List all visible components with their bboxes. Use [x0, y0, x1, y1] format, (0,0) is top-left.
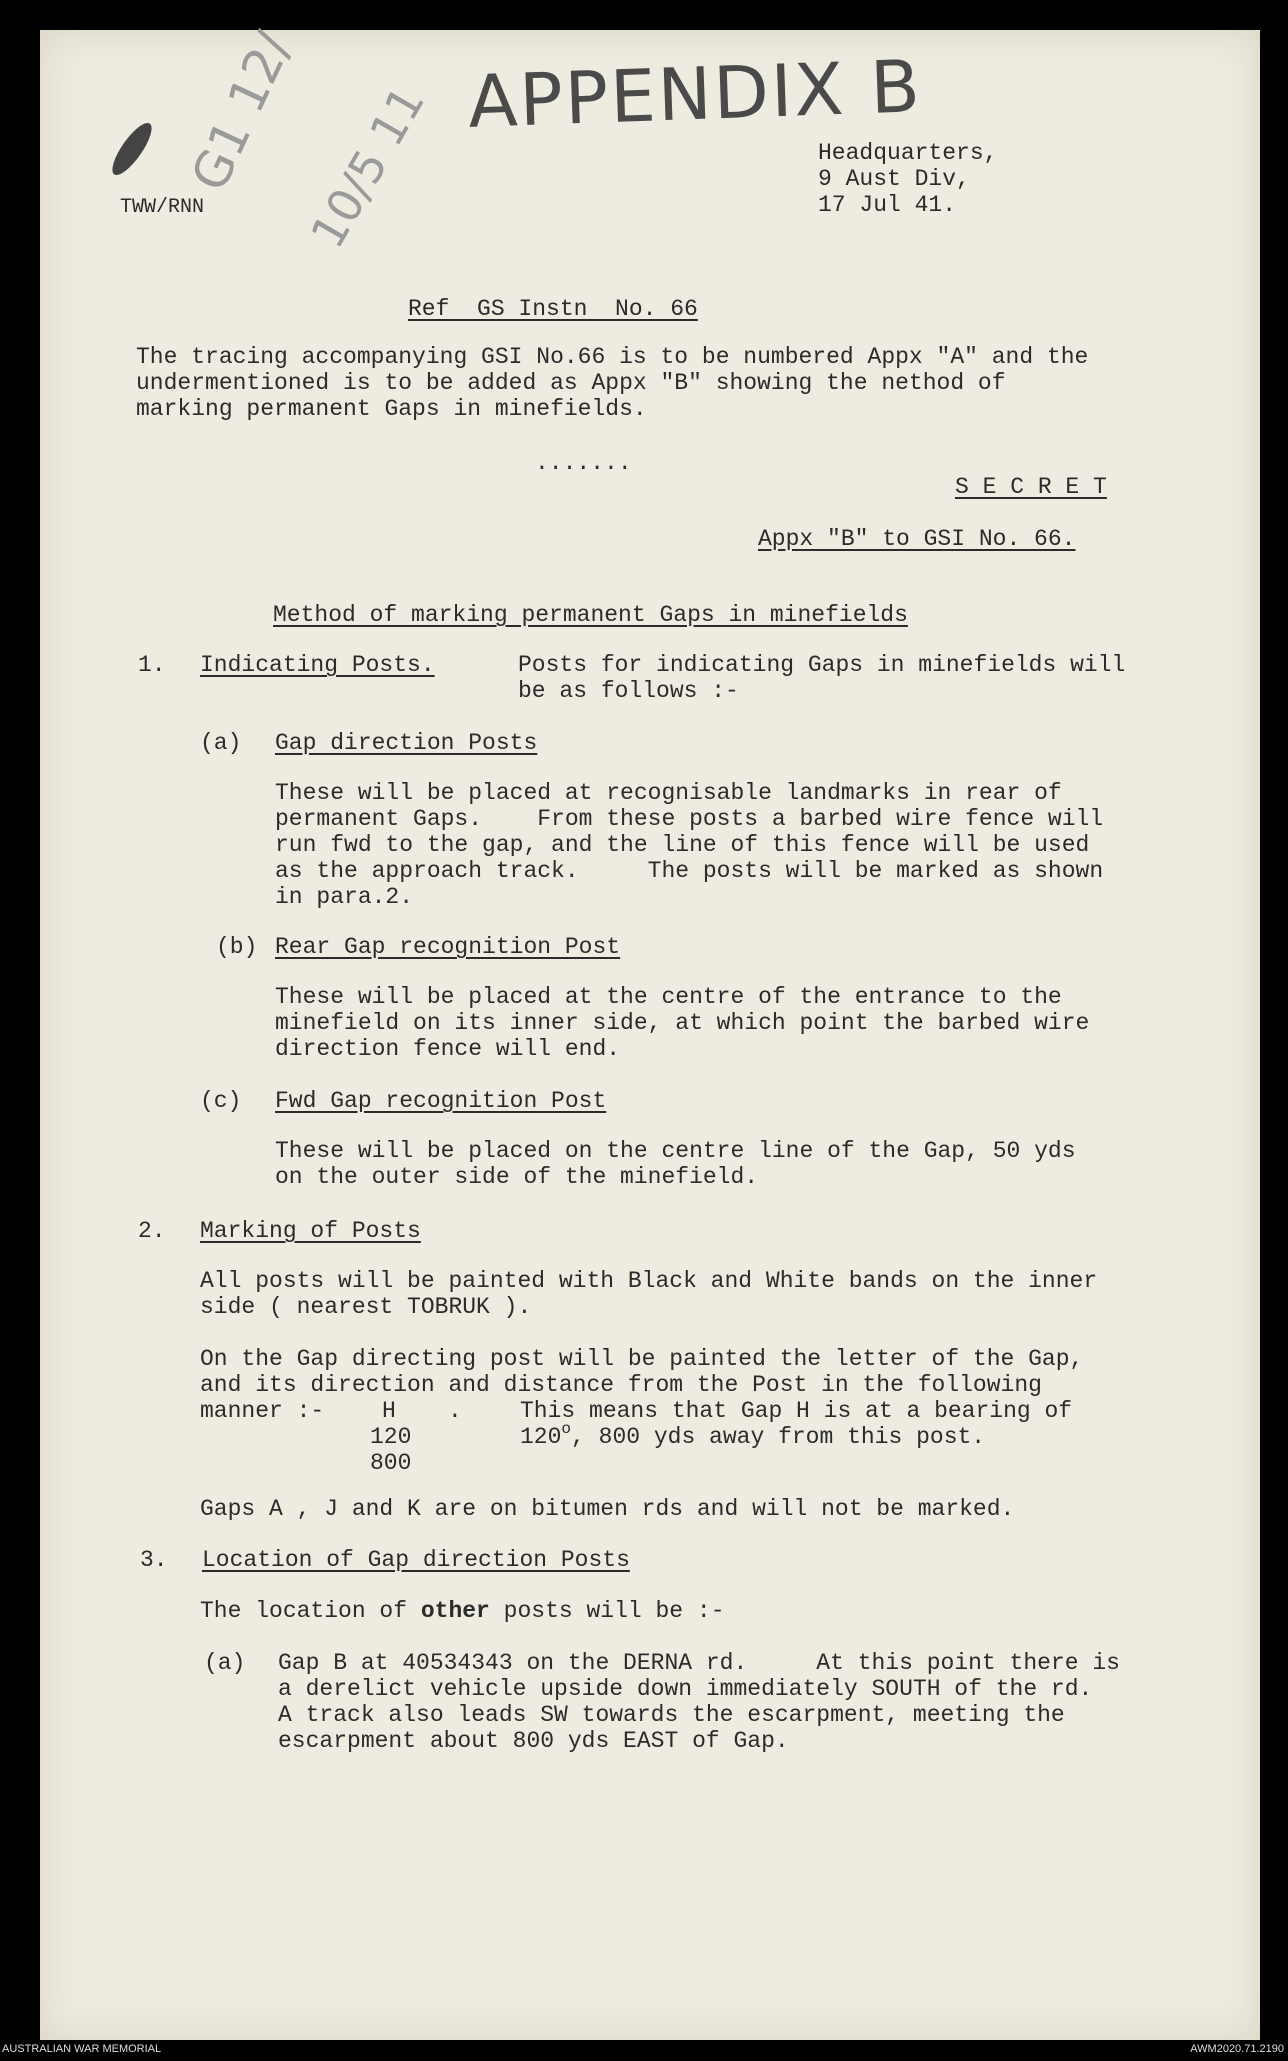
s1a-line-1: These will be placed at recognisable landmarks in rear of	[275, 780, 1062, 806]
s3-intro-post: posts will be :-	[489, 1598, 725, 1624]
section-2-number: 2.	[138, 1218, 166, 1244]
s1c-line-2: on the outer side of the minefield.	[275, 1164, 759, 1190]
address-line-3: 17 Jul 41.	[818, 192, 957, 218]
s3a-line-4: escarpment about 800 yds EAST of Gap.	[278, 1728, 789, 1754]
s1b-heading: Rear Gap recognition Post	[275, 934, 621, 960]
s2-marking-dot: .	[448, 1398, 462, 1424]
s1c-heading: Fwd Gap recognition Post	[275, 1088, 607, 1114]
intro-line-2: undermentioned is to be added as Appx "B" showing the nethod of	[136, 370, 1006, 396]
s1c-line-1: These will be placed on the centre line of the Gap, 50 yds	[275, 1138, 1076, 1164]
s2-marking-bearing: 120	[370, 1424, 412, 1450]
separator-dots: .......	[535, 450, 632, 476]
s3a-line-2: a derelict vehicle upside down immediately SOUTH of the rd.	[278, 1676, 1093, 1702]
s1b-line-2: minefield on its inner side, at which point the barbed wire	[275, 1010, 1090, 1036]
address-line-2: 9 Aust Div,	[818, 166, 970, 192]
footer-right: AWM2020.71.2190	[1190, 2043, 1284, 2055]
reference-code: TWW/RNN	[120, 196, 205, 219]
s3a-line-3: A track also leads SW towards the escarpment, meeting the	[278, 1702, 1065, 1728]
s2-p2-line-1: On the Gap directing post will be painted the letter of the Gap,	[200, 1346, 1084, 1372]
intro-line-3: marking permanent Gaps in minefields.	[136, 396, 647, 422]
s2-marking-distance: 800	[370, 1450, 412, 1476]
s2-p1-line-1: All posts will be painted with Black and White bands on the inner	[200, 1268, 1098, 1294]
main-title: Method of marking permanent Gaps in minefields	[273, 602, 908, 628]
s3a-line-1: Gap B at 40534343 on the DERNA rd. At this point there is	[278, 1650, 1120, 1676]
s1c-label: (c)	[200, 1088, 242, 1114]
section-3-heading: Location of Gap direction Posts	[202, 1547, 630, 1573]
s2-p2-line-2: and its direction and distance from the Post in the following	[200, 1372, 1042, 1398]
reference-title: Ref GS Instn No. 66	[408, 296, 698, 322]
s2-explain-2-rest: , 800 yds away from this post.	[571, 1424, 986, 1450]
footer-left: AUSTRALIAN WAR MEMORIAL	[2, 2043, 162, 2055]
s2-explain-2-num: 120	[520, 1424, 562, 1450]
s2-p3: Gaps A , J and K are on bitumen rds and will not be marked.	[200, 1496, 1015, 1522]
handwritten-appendix-label: APPENDIX B	[466, 44, 924, 144]
degree-symbol: o	[561, 1420, 572, 1438]
s3a-label: (a)	[204, 1650, 246, 1676]
s2-p1-line-2: side ( nearest TOBRUK ).	[200, 1294, 532, 1320]
s2-explain-2	[520, 1420, 986, 1452]
s3-intro	[200, 1598, 725, 1624]
handwritten-file-mark-2: 10/5 11	[300, 77, 435, 258]
section-1-text-1: Posts for indicating Gaps in minefields will	[518, 652, 1126, 678]
s2-manner-label: manner :-	[200, 1398, 325, 1424]
s1a-line-2: permanent Gaps. From these posts a barbed wire fence will	[275, 806, 1104, 832]
s1b-line-1: These will be placed at the centre of the entrance to the	[275, 984, 1062, 1010]
section-1-number: 1.	[138, 652, 166, 678]
s1a-line-5: in para.2.	[275, 884, 414, 910]
s2-marking-letter: H	[382, 1398, 396, 1424]
s2-explain-1: This means that Gap H is at a bearing of	[520, 1398, 1073, 1424]
section-3-number: 3.	[140, 1547, 168, 1573]
s1a-heading: Gap direction Posts	[275, 730, 538, 756]
s1b-label: (b)	[216, 934, 258, 960]
s3-intro-bold: other	[420, 1598, 490, 1624]
s1a-label: (a)	[200, 730, 242, 756]
s1a-line-4: as the approach track. The posts will be marked as shown	[275, 858, 1104, 884]
s3-intro-pre: The location of	[200, 1598, 421, 1624]
s1a-line-3: run fwd to the gap, and the line of this fence will be used	[275, 832, 1090, 858]
s1b-line-3: direction fence will end.	[275, 1036, 621, 1062]
section-1-heading: Indicating Posts.	[200, 652, 435, 678]
section-2-heading: Marking of Posts	[200, 1218, 421, 1244]
section-1-text-2: be as follows :-	[518, 678, 739, 704]
appendix-title: Appx "B" to GSI No. 66.	[758, 526, 1076, 552]
handwritten-file-mark-1: G1 12/	[180, 23, 304, 200]
intro-line-1: The tracing accompanying GSI No.66 is to be numbered Appx "A" and the	[136, 344, 1089, 370]
address-line-1: Headquarters,	[818, 140, 998, 166]
classification-secret: S E C R E T	[955, 474, 1107, 500]
